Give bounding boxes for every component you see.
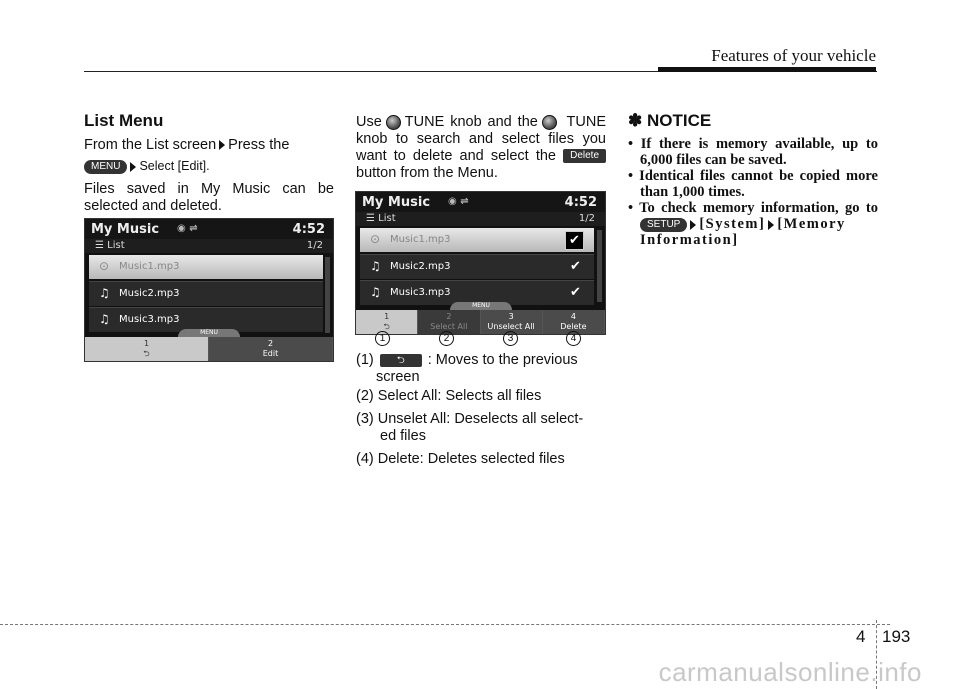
music-note-icon: ♫ xyxy=(370,259,381,273)
chapter-number: 4 xyxy=(856,627,866,646)
desc-3: (3) Unselet All: Deselects all select- ed files xyxy=(356,411,584,444)
list-bar xyxy=(356,212,605,226)
checkmark-icon[interactable]: ✔ xyxy=(570,285,581,300)
list-label: ☰ List xyxy=(366,213,396,224)
desc-4: (4) Delete: Deletes selected files xyxy=(356,451,565,467)
notice-bullet: • If there is memory available, up to 6,000 files can be saved. xyxy=(628,136,878,168)
arrow-icon xyxy=(768,220,774,230)
menu-button-icon: MENU xyxy=(84,160,127,174)
list-item[interactable]: ⊙ Music1.mp3 ✔ xyxy=(360,228,594,252)
page-indicator: 1/2 xyxy=(578,213,595,224)
back-button[interactable]: 1 ⮌ xyxy=(356,310,418,334)
play-icon: ⊙ xyxy=(99,259,110,273)
paragraph-menu-select xyxy=(84,158,334,175)
tune-knob-icon xyxy=(542,115,557,130)
footer-dashed-line xyxy=(0,624,890,625)
callout-4: 4 xyxy=(566,331,581,346)
select-all-button[interactable]: 2 Select All xyxy=(418,310,480,334)
arrow-icon xyxy=(690,220,696,230)
middle-column xyxy=(356,114,606,188)
back-icon: ⮌ xyxy=(143,349,150,358)
music-note-icon: ♫ xyxy=(370,285,381,299)
desc-2: (2) Select All: Selects all files xyxy=(356,388,542,404)
list-item[interactable]: ⊙ Music1.mp3 xyxy=(89,255,323,279)
text-select-edit: Select [Edit]. xyxy=(139,159,210,173)
usb-icon: ◉ ⇌ xyxy=(177,223,198,234)
play-icon: ⊙ xyxy=(370,232,381,246)
list-item[interactable]: ♫ Music3.mp3 ✔ xyxy=(360,280,594,305)
callout-descriptions xyxy=(356,352,606,474)
music-note-icon: ♫ xyxy=(99,286,110,300)
delete-button[interactable]: 4 Delete xyxy=(543,310,605,334)
back-icon: ⮌ xyxy=(383,322,390,331)
paragraph-instructions xyxy=(84,137,334,154)
list-item[interactable]: ♫ Music2.mp3 xyxy=(89,281,323,306)
page-number: 193 xyxy=(882,627,911,646)
checkbox[interactable]: ✔ xyxy=(565,231,584,250)
tune-knob-icon xyxy=(386,115,401,130)
arrow-icon xyxy=(130,162,136,172)
header-rule-thick xyxy=(658,67,876,72)
screen-title-bar xyxy=(356,192,605,212)
list-item[interactable]: ♫ Music3.mp3 xyxy=(89,307,323,332)
callout-row xyxy=(375,331,595,347)
delete-button-icon: Delete xyxy=(563,149,606,163)
list-label: ☰ List xyxy=(95,240,125,251)
back-button[interactable]: 1 ⮌ xyxy=(85,337,209,361)
usb-icon: ◉ ⇌ xyxy=(448,196,469,207)
back-icon: ⮌ xyxy=(380,354,422,367)
notice-box xyxy=(628,112,878,248)
delete-screen xyxy=(355,191,606,335)
paragraph-use-tune: Use TUNE knob and the TUNE knob to search and select files you want to delete and select the Delete button from the Menu. xyxy=(356,114,606,181)
menu-tab[interactable]: MENU xyxy=(450,302,512,310)
callout-3: 3 xyxy=(503,331,518,346)
menu-tab[interactable]: MENU xyxy=(178,329,240,337)
arrow-icon xyxy=(219,140,225,150)
watermark: carmanualsonline.info xyxy=(658,657,922,687)
section-heading: List Menu xyxy=(84,111,164,130)
scrollbar[interactable] xyxy=(325,257,330,333)
list-item[interactable]: ♫ Music2.mp3 ✔ xyxy=(360,254,594,279)
notice-title: ✽ NOTICE xyxy=(628,111,712,130)
text-press: Press the xyxy=(228,137,290,153)
notice-bullet: • To check memory information, go to SETUP [System] [Memory Information] xyxy=(628,200,878,248)
page-indicator: 1/2 xyxy=(306,240,323,251)
music-note-icon: ♫ xyxy=(99,312,110,326)
setup-button-icon: SETUP xyxy=(640,218,687,232)
callout-2: 2 xyxy=(439,331,454,346)
paragraph-files-saved: Files saved in My Music can be selected and deleted. xyxy=(84,181,334,214)
desc-1: (1) ⮌ : Moves to the previous screen xyxy=(356,352,578,385)
screen-title-bar xyxy=(85,219,333,239)
callout-1: 1 xyxy=(375,331,390,346)
scrollbar[interactable] xyxy=(597,230,602,302)
left-column xyxy=(84,112,334,221)
text-from-list: From the List screen xyxy=(84,137,217,153)
edit-button[interactable]: 2 Edit xyxy=(209,337,333,361)
checkmark-icon[interactable]: ✔ xyxy=(570,259,581,274)
screen-clock: 4:52 xyxy=(292,222,325,237)
unselect-all-button[interactable]: 3 Unselect All xyxy=(481,310,543,334)
screen-title: My Music xyxy=(362,195,431,210)
my-music-screen xyxy=(84,218,334,362)
screen-title: My Music xyxy=(91,222,160,237)
list-bar xyxy=(85,239,333,253)
menu-bar xyxy=(85,337,333,361)
notice-bullet: • Identical files cannot be copied more than 1,000 times. xyxy=(628,168,878,200)
header-title: Features of your vehicle xyxy=(711,46,876,65)
screen-clock: 4:52 xyxy=(564,195,597,210)
